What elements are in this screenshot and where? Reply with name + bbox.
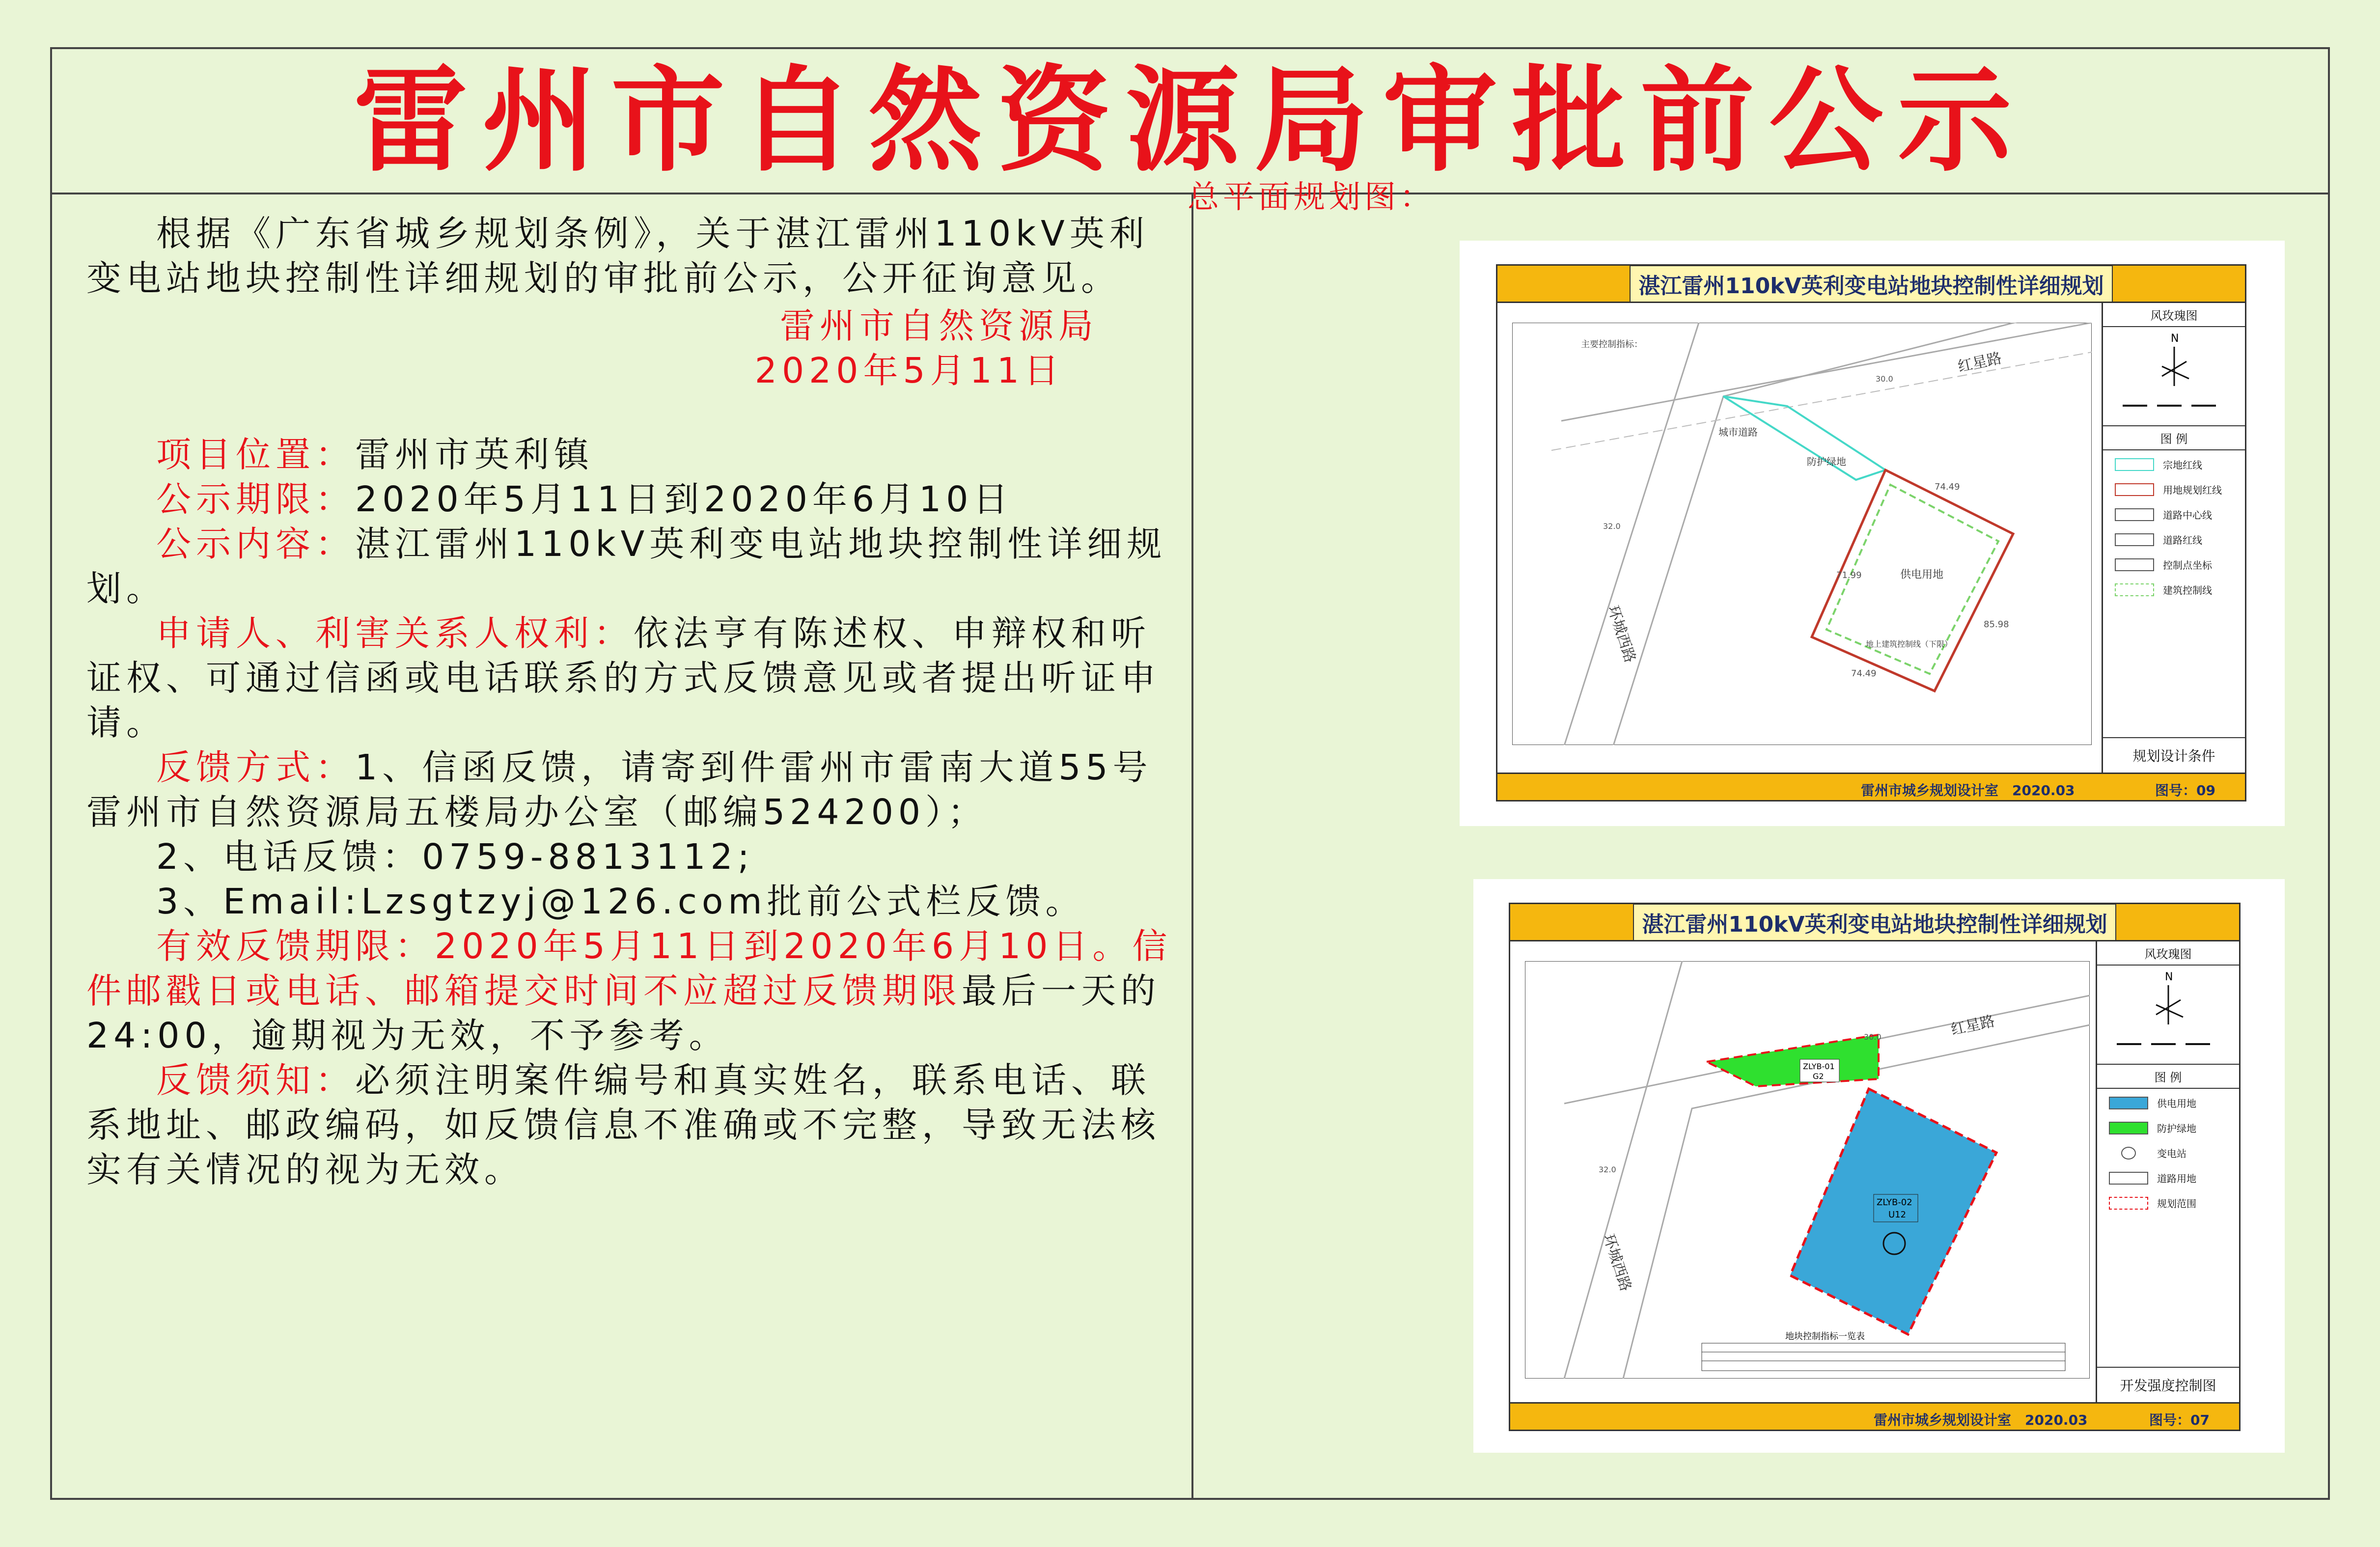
planning-conditions-map [1460, 241, 2285, 826]
map2-title: 湛江雷州110kV英利变电站地块控制性详细规划 [1633, 904, 2116, 941]
map2-legend [2097, 1089, 2239, 1210]
legend-item: 防护绿地 [2109, 1121, 2234, 1135]
map2-number: 图号：07 [2149, 1412, 2210, 1428]
signature-org: 雷州市自然资源局 [779, 305, 1098, 346]
column-divider [1191, 194, 1193, 1500]
plan-label: 总平面规划图： [1188, 179, 1435, 216]
map1-legend-label: 图 例 [2103, 426, 2245, 450]
rights-item [86, 611, 1187, 745]
content-value: 湛江雷州110kV英利变电站地块控制性详细规划。 [86, 524, 1167, 609]
map2-bottom-label: 开发强度控制图 [2097, 1367, 2239, 1402]
period-label: 公示期限： [156, 479, 356, 520]
map1-org: 雷州市城乡规划设计室 2020.03 [1861, 782, 2075, 799]
map2-footer [1510, 1402, 2239, 1430]
legend-item: 道路中心线 [2115, 507, 2240, 522]
map1-road3: 城市道路 [1718, 426, 1758, 438]
map2-plot1-use: G2 [1813, 1072, 1824, 1081]
map2-org: 雷州市城乡规划设计室 2020.03 [1874, 1412, 2088, 1428]
map1-rose-label: 风玫瑰图 [2103, 303, 2245, 327]
map1-sheet [1496, 264, 2246, 801]
map2-road1: 红星路 [1949, 1012, 1996, 1039]
period-item [86, 477, 1187, 522]
legend-item: 变电站 [2109, 1146, 2234, 1160]
legend-item: 控制点坐标 [2115, 557, 2240, 572]
map1-plan [1512, 323, 2092, 745]
map2-wind-rose [2097, 966, 2239, 1065]
notice-value: 必须注明案件编号和真实姓名，联系电话、联系地址、邮政编码，如反馈信息不准确或不完整，导致无法核实有关情况的视为无效。 [86, 1060, 1161, 1190]
period-value: 2020年5月11日到2020年6月10日 [355, 479, 1013, 520]
map1-wind-rose [2103, 327, 2245, 426]
valid-label: 有效反馈期限： [156, 926, 435, 967]
legend-item: 规划范围 [2109, 1196, 2234, 1210]
map1-legend [2103, 450, 2245, 597]
map1-footer [1497, 773, 2245, 800]
map1-notes-title: 主要控制指标： [1581, 339, 1643, 350]
map1-ctrl: 地上建筑控制线（下限） [1866, 639, 1953, 649]
map1-dim-c: 85.98 [1984, 619, 2009, 630]
feedback-3: 3、Email:Lzsgtzyj@126.com批前公式栏反馈。 [156, 881, 1085, 922]
content-item [86, 522, 1187, 611]
map2-rose-label: 风玫瑰图 [2097, 941, 2239, 966]
valid-item [86, 924, 1187, 1058]
map1-dim-a: 74.49 [1935, 482, 1960, 492]
notice-label: 反馈须知： [156, 1060, 356, 1101]
legend-item: 道路红线 [2115, 532, 2240, 547]
legend-item: 用地规划红线 [2115, 482, 2240, 497]
legend-item: 供电用地 [2109, 1096, 2234, 1110]
valid-tail: 最后一天的24:00，逾期视为无效，不予参考。 [86, 970, 1161, 1056]
rights-value: 依法亨有陈述权、申辩权和听证权、可通过信函或电话联系的方式反馈意见或者提出听证申请。 [86, 613, 1161, 743]
location-item [86, 432, 1187, 477]
content-label: 公示内容： [156, 524, 356, 564]
map1-dim-b: 71.99 [1836, 570, 1862, 580]
map1-dim-d: 74.49 [1851, 668, 1877, 679]
feedback-1: 1、信函反馈，请寄到件雷州市雷南大道55号雷州市自然资源局五楼局办公室（邮编524200）； [86, 747, 1153, 832]
feedback-item [86, 745, 1187, 834]
svg-text:N: N [2171, 332, 2179, 345]
location-value: 雷州市英利镇 [355, 434, 594, 475]
page-title: 雷州市自然资源局审批前公示 [353, 55, 2026, 187]
map2-road2: 环城西路 [1600, 1232, 1634, 1294]
svg-text:N: N [2165, 971, 2173, 983]
notice-item [86, 1058, 1187, 1192]
map1-road1: 红星路 [1956, 349, 2003, 376]
signature-date: 2020年5月11日 [754, 350, 1064, 391]
map1-title: 湛江雷州110kV英利变电站地块控制性详细规划 [1630, 265, 2112, 303]
feedback-label: 反馈方式： [156, 747, 356, 788]
map2-w2: 32.0 [1599, 1165, 1616, 1174]
map1-number: 图号：09 [2155, 782, 2215, 799]
map1-side-panel [2102, 303, 2245, 773]
legend-item: 建筑控制线 [2115, 582, 2240, 597]
map1-green: 防护绿地 [1807, 456, 1846, 468]
map2-legend-label: 图 例 [2097, 1065, 2239, 1089]
map2-plot2-code: ZLYB-02 [1877, 1197, 1912, 1208]
map2-plot1-code: ZLYB-01 [1803, 1062, 1835, 1071]
map1-bottom-label: 规划设计条件 [2103, 737, 2245, 773]
map2-table-title: 地块控制指标一览表 [1785, 1331, 1865, 1342]
intro-text: 根据《广东省城乡规划条例》，关于湛江雷州110kV英利变电站地块控制性详细规划的审批前公示，公开征询意见。 [86, 213, 1149, 299]
map2-sheet [1509, 903, 2241, 1431]
map2-plot2-use: U12 [1888, 1210, 1907, 1220]
legend-item: 道路用地 [2109, 1171, 2234, 1185]
rights-label: 申请人、利害关系人权利： [156, 613, 634, 654]
location-label: 项目位置： [156, 434, 356, 475]
map2-plan [1525, 961, 2090, 1379]
valid-red: 2020年5月11日到2020年6月10日。信件邮戳日或电话、邮箱提交时间不应超过反馈期限 [86, 926, 1172, 1011]
map2-title-band [1510, 904, 2239, 941]
map1-road2: 环城西路 [1604, 603, 1639, 665]
map1-w2: 32.0 [1603, 522, 1621, 531]
map1-w1: 30.0 [1876, 374, 1893, 384]
notice-text [86, 211, 1187, 1192]
legend-item: 宗地红线 [2115, 457, 2240, 471]
feedback-2: 2、电话反馈：0759-8813112; [156, 836, 754, 877]
map2-side-panel [2096, 941, 2239, 1402]
map1-title-band [1497, 266, 2245, 303]
map2-w1: 30.0 [1864, 1032, 1882, 1042]
map1-site: 供电用地 [1900, 569, 1944, 581]
development-intensity-map [1473, 879, 2285, 1453]
